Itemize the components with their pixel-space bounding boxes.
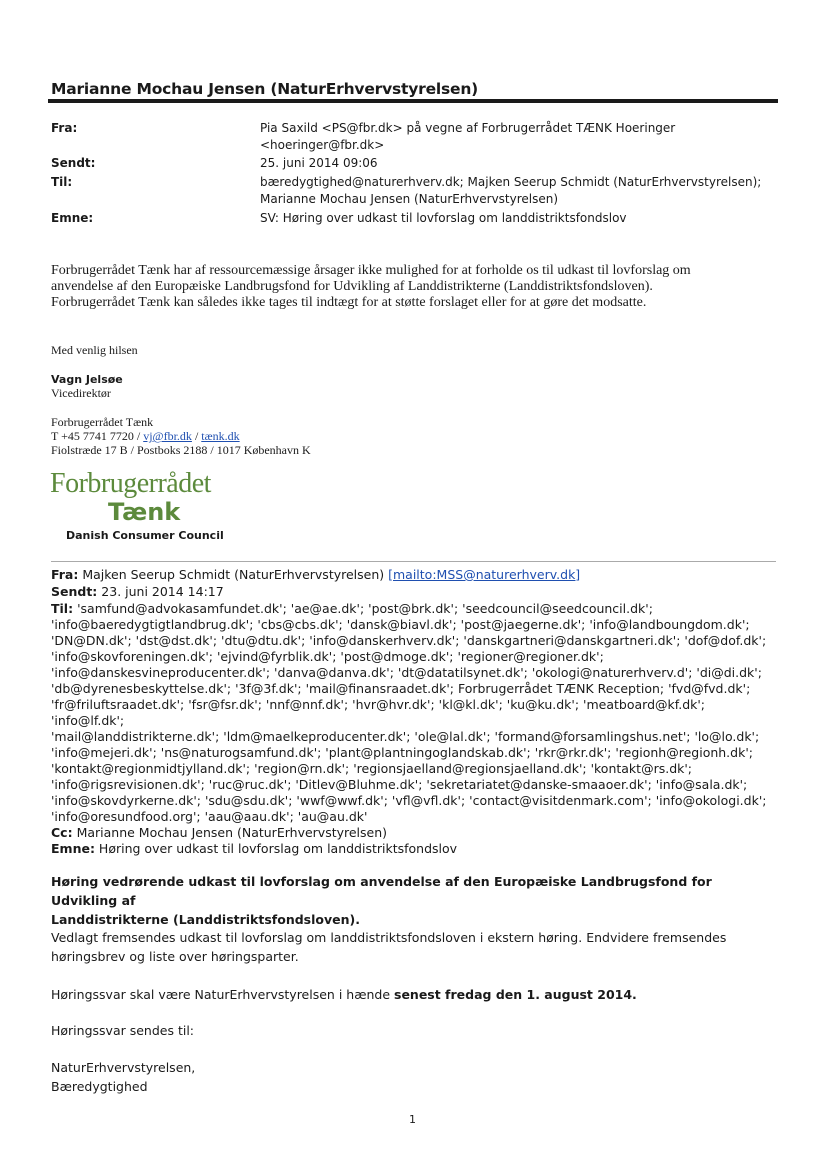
logo-sub-text: Tænk (108, 498, 181, 526)
from-label: Fra: (51, 121, 78, 135)
sent-value: 25. juni 2014 09:06 (260, 156, 378, 170)
from-value-line2: <hoeringer@fbr.dk> (260, 138, 385, 152)
message-paragraph-3: Høringssvar sendes til: (51, 1023, 195, 1038)
message-separator (51, 561, 776, 562)
to-value-line2: Marianne Mochau Jensen (NaturErhvervstyrelsen) (260, 192, 559, 206)
forwarded-from-value: Majken Seerup Schmidt (NaturErhvervstyrelsen) (78, 567, 389, 582)
message-p1-line2: høringsbrev og liste over høringsparter. (51, 949, 299, 964)
body-line-1: Forbrugerrådet Tænk har af ressourcemæssige årsager ikke mulighed for at forholde os til udkast til lovforslag om (51, 263, 691, 278)
recipient-line: 'kontakt@regionmidtjylland.dk'; 'region@rn.dk'; 'regionsjaelland@regionsjaelland.dk'; 'kontakt@rs.dk'; (51, 761, 693, 776)
mailbox-owner: Marianne Mochau Jensen (NaturErhvervstyrelsen) (51, 80, 479, 98)
sent-label: Sendt: (51, 156, 96, 170)
recipient-line: 'fr@friluftsraadet.dk'; 'fsr@fsr.dk'; 'nnf@nnf.dk'; 'hvr@hvr.dk'; 'kl@kl.dk'; 'ku@ku.dk'; 'meatboard@kf.dk'; 'info@lf.dk'; (51, 697, 706, 728)
recipient-line: 'info@skovforeningen.dk'; 'ejvind@fyrblik.dk'; 'post@dmoge.dk'; 'regioner@regioner.dk'; (51, 649, 604, 664)
logo-english-text: Danish Consumer Council (66, 529, 224, 542)
message-p2-prefix: Høringssvar skal være NaturErhvervstyrelsen i hænde (51, 987, 394, 1002)
message-paragraph-1 (51, 928, 771, 966)
message-paragraph-2 (51, 985, 771, 1004)
to-value-line1: bæredygtighed@naturerhverv.dk; Majken Seerup Schmidt (NaturErhvervstyrelsen); (260, 175, 762, 189)
message-p1-line1: Vedlagt fremsendes udkast til lovforslag om landdistriktsfondsloven i ekstern høring. Endvidere fremsendes (51, 930, 727, 945)
page-number: 1 (409, 1113, 416, 1126)
recipient-line: 'DN@DN.dk'; 'dst@dst.dk'; 'dtu@dtu.dk'; 'info@danskerhverv.dk'; 'danskgartneri@danskgartneri.dk'; 'dof@dof.dk'; (51, 633, 767, 648)
recipient-line: 'info@mejeri.dk'; 'ns@naturogsamfund.dk'; 'plant@plantningoglandskab.dk'; 'rkr@rkr.dk'; 'regionh@regionh.dk'; (51, 745, 753, 760)
forwarded-mailto-link[interactable]: [mailto:MSS@naturerhverv.dk] (388, 567, 581, 582)
recipient-line: 'db@dyrenesbeskyttelse.dk'; '3f@3f.dk'; 'mail@finansraadet.dk'; Forbrugerrådet TÆNK Reception; 'fvd@fvd.dk'; (51, 681, 751, 696)
to-label: Til: (51, 175, 73, 189)
subject-label: Emne: (51, 211, 94, 225)
recipient-line: 'info@rigsrevisionen.dk'; 'ruc@ruc.dk'; 'Ditlev@Bluhme.dk'; 'sekretariatet@danske-smaaoer.dk'; 'info@sala.dk'; (51, 777, 748, 792)
signature-address: Fiolstræde 17 B / Postboks 2188 / 1017 København K (51, 443, 311, 457)
forwarded-to-label: Til: (51, 601, 74, 616)
signature-org: Forbrugerrådet Tænk (51, 415, 154, 429)
signature-slash: / (191, 429, 202, 443)
recipient-line: 'info@danskesvineproducenter.dk'; 'danva@danva.dk'; 'dt@datatilsynet.dk'; 'okologi@naturerhverv.d'; 'di@di.dk'; (51, 665, 762, 680)
forwarded-sent-value: 23. juni 2014 14:17 (97, 584, 224, 599)
signature-email-link[interactable]: vj@fbr.dk (143, 429, 192, 443)
message-heading-line2: Landdistrikterne (Landdistriktsfondsloven). (51, 912, 360, 927)
message-heading (51, 872, 771, 929)
body-line-2: anvendelse af den Europæiske Landbrugsfond for Udvikling af Landdistrikterne (Landdistriktsfondsloven). (51, 279, 653, 294)
recipient-line: 'mail@landdistrikterne.dk'; 'ldm@maelkeproducenter.dk'; 'ole@lal.dk'; 'formand@forsamlingshus.net'; 'lo@lo.dk'; (51, 729, 760, 744)
message-heading-line1: Høring vedrørende udkast til lovforslag om anvendelse af den Europæiske Landbrugsfond for Udvikling af (51, 874, 712, 908)
forwarded-subject-value: Høring over udkast til lovforslag om landdistriktsfondslov (94, 841, 458, 856)
message-address (51, 1058, 771, 1096)
recipient-line: 'info@skovdyrkerne.dk'; 'sdu@sdu.dk'; 'wwf@wwf.dk'; 'vfl@vfl.dk'; 'contact@visitdenmark.com'; 'info@okologi.dk'; (51, 793, 767, 808)
signature-phone: T +45 7741 7720 / (51, 429, 144, 443)
recipient-line: 'info@baeredygtigtlandbrug.dk'; 'cbs@cbs.dk'; 'dansk@biavl.dk'; 'post@jaegerne.dk'; 'info@landboungdom.dk'; (51, 617, 750, 632)
forwarded-sent-label: Sendt: (51, 584, 98, 599)
from-value-line1: Pia Saxild <PS@fbr.dk> på vegne af Forbrugerrådet TÆNK Hoeringer (260, 121, 676, 135)
forwarded-from (51, 567, 781, 583)
message-deadline: senest fredag den 1. august 2014. (394, 987, 637, 1002)
logo-main-text: Forbrugerrådet (50, 468, 211, 499)
to-value (260, 174, 790, 208)
forbrugerraadet-logo (50, 468, 250, 548)
recipient-line: 'samfund@advokasamfundet.dk'; 'ae@ae.dk'; 'post@brk.dk'; 'seedcouncil@seedcouncil.dk'; (73, 601, 653, 616)
signer-name: Vagn Jelsøe (51, 373, 123, 386)
signature-contact (51, 429, 240, 444)
body-paragraph (51, 263, 781, 311)
recipient-line: 'info@oresundfood.org'; 'aau@aau.dk'; 'au@au.dk' (51, 809, 368, 824)
subject-value: SV: Høring over udkast til lovforslag om landdistriktsfondslov (260, 211, 627, 225)
forwarded-from-label: Fra: (51, 567, 79, 582)
forwarded-cc-value: Marianne Mochau Jensen (NaturErhvervstyrelsen) (72, 825, 388, 840)
from-value (260, 120, 790, 154)
forwarded-subject-label: Emne: (51, 841, 95, 856)
signature-web-link[interactable]: tænk.dk (201, 429, 240, 443)
forwarded-cc-label: Cc: (51, 825, 73, 840)
signer-title: Vicedirektør (51, 386, 111, 400)
message-address-line2: Bæredygtighed (51, 1079, 148, 1094)
header-rule (48, 99, 778, 103)
forwarded-to (51, 601, 781, 857)
forwarded-sent (51, 584, 781, 600)
greeting: Med venlig hilsen (51, 343, 138, 357)
message-address-line1: NaturErhvervstyrelsen, (51, 1060, 196, 1075)
body-line-3: Forbrugerrådet Tænk kan således ikke tages til indtægt for at støtte forslaget eller for at gøre det modsatte. (51, 295, 647, 310)
